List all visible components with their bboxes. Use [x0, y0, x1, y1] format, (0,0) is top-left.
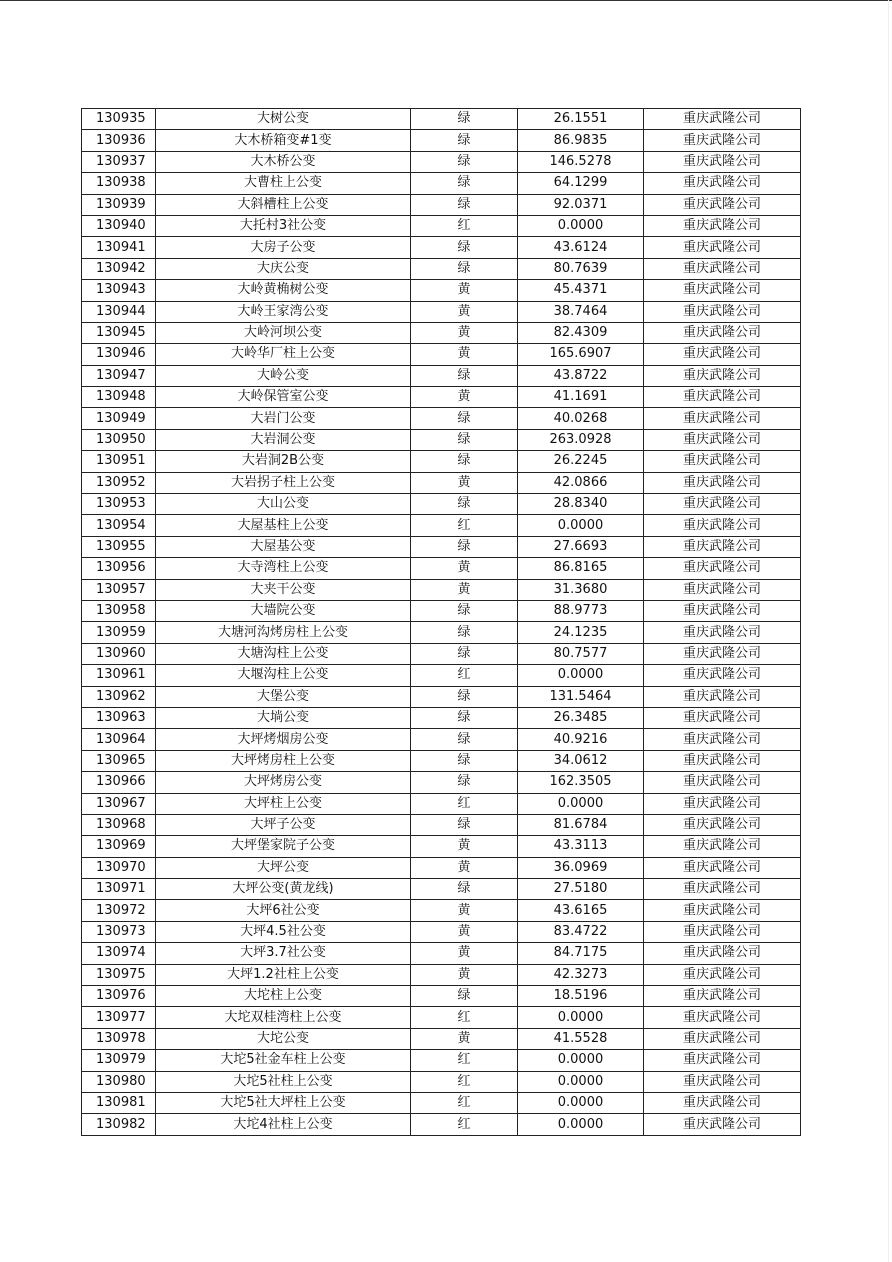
cell-status: 黄	[411, 280, 518, 301]
cell-company: 重庆武隆公司	[644, 921, 801, 942]
table-row	[82, 643, 801, 664]
table-row	[82, 1050, 801, 1071]
cell-value: 80.7577	[518, 643, 644, 664]
cell-status: 绿	[411, 536, 518, 557]
cell-name: 大坨5社大坪柱上公变	[156, 1092, 411, 1113]
cell-value: 81.6784	[518, 814, 644, 835]
cell-company: 重庆武隆公司	[644, 130, 801, 151]
cell-id: 130942	[82, 258, 156, 279]
page-right-edge	[888, 0, 889, 1262]
table-row	[82, 879, 801, 900]
cell-id: 130974	[82, 943, 156, 964]
cell-company: 重庆武隆公司	[644, 472, 801, 493]
cell-value: 28.8340	[518, 494, 644, 515]
cell-name: 大岭黄桷树公变	[156, 280, 411, 301]
cell-company: 重庆武隆公司	[644, 1028, 801, 1049]
cell-name: 大塘河沟烤房柱上公变	[156, 622, 411, 643]
cell-status: 绿	[411, 109, 518, 130]
cell-value: 86.9835	[518, 130, 644, 151]
cell-id: 130950	[82, 429, 156, 450]
cell-value: 27.6693	[518, 536, 644, 557]
cell-company: 重庆武隆公司	[644, 943, 801, 964]
cell-value: 42.0866	[518, 472, 644, 493]
cell-id: 130946	[82, 344, 156, 365]
cell-status: 绿	[411, 365, 518, 386]
cell-id: 130964	[82, 729, 156, 750]
cell-name: 大岭河坝公变	[156, 322, 411, 343]
cell-status: 黄	[411, 964, 518, 985]
cell-company: 重庆武隆公司	[644, 814, 801, 835]
table-row	[82, 451, 801, 472]
table-row	[82, 515, 801, 536]
cell-name: 大坪子公变	[156, 814, 411, 835]
cell-status: 绿	[411, 643, 518, 664]
cell-name: 大曹柱上公变	[156, 173, 411, 194]
cell-status: 绿	[411, 772, 518, 793]
cell-company: 重庆武隆公司	[644, 365, 801, 386]
table-row	[82, 943, 801, 964]
cell-name: 大坨5社柱上公变	[156, 1071, 411, 1092]
table-row	[82, 729, 801, 750]
cell-status: 黄	[411, 943, 518, 964]
cell-id: 130953	[82, 494, 156, 515]
cell-value: 31.3680	[518, 579, 644, 600]
cell-company: 重庆武隆公司	[644, 237, 801, 258]
cell-id: 130965	[82, 750, 156, 771]
table-row	[82, 130, 801, 151]
cell-name: 大塘沟柱上公变	[156, 643, 411, 664]
cell-company: 重庆武隆公司	[644, 986, 801, 1007]
cell-status: 绿	[411, 707, 518, 728]
cell-value: 26.2245	[518, 451, 644, 472]
cell-company: 重庆武隆公司	[644, 579, 801, 600]
cell-value: 43.6165	[518, 900, 644, 921]
cell-id: 130972	[82, 900, 156, 921]
cell-name: 大坪烤房公变	[156, 772, 411, 793]
cell-value: 36.0969	[518, 857, 644, 878]
cell-name: 大岩拐子柱上公变	[156, 472, 411, 493]
cell-id: 130982	[82, 1114, 156, 1135]
cell-id: 130956	[82, 558, 156, 579]
cell-status: 绿	[411, 429, 518, 450]
cell-company: 重庆武隆公司	[644, 622, 801, 643]
table-row	[82, 558, 801, 579]
table-row	[82, 301, 801, 322]
table-row	[82, 344, 801, 365]
cell-status: 绿	[411, 258, 518, 279]
cell-id: 130938	[82, 173, 156, 194]
cell-value: 92.0371	[518, 194, 644, 215]
cell-name: 大岭王家湾公变	[156, 301, 411, 322]
cell-value: 86.8165	[518, 558, 644, 579]
table-row	[82, 921, 801, 942]
cell-status: 黄	[411, 558, 518, 579]
cell-value: 0.0000	[518, 665, 644, 686]
cell-id: 130939	[82, 194, 156, 215]
table-row	[82, 215, 801, 236]
cell-value: 131.5464	[518, 686, 644, 707]
cell-company: 重庆武隆公司	[644, 686, 801, 707]
table-row	[82, 322, 801, 343]
cell-status: 绿	[411, 130, 518, 151]
cell-status: 黄	[411, 322, 518, 343]
cell-id: 130967	[82, 793, 156, 814]
cell-status: 红	[411, 665, 518, 686]
cell-name: 大岭公变	[156, 365, 411, 386]
table-row	[82, 665, 801, 686]
cell-id: 130940	[82, 215, 156, 236]
cell-company: 重庆武隆公司	[644, 301, 801, 322]
table-row	[82, 429, 801, 450]
table-row	[82, 1114, 801, 1135]
cell-status: 绿	[411, 237, 518, 258]
cell-name: 大坪堡家院子公变	[156, 836, 411, 857]
cell-id: 130963	[82, 707, 156, 728]
table-row	[82, 750, 801, 771]
cell-name: 大坪公变(黄龙线)	[156, 879, 411, 900]
cell-value: 45.4371	[518, 280, 644, 301]
cell-id: 130975	[82, 964, 156, 985]
cell-name: 大坪1.2社柱上公变	[156, 964, 411, 985]
cell-status: 绿	[411, 194, 518, 215]
cell-value: 0.0000	[518, 1114, 644, 1135]
table-row	[82, 1071, 801, 1092]
cell-company: 重庆武隆公司	[644, 194, 801, 215]
cell-company: 重庆武隆公司	[644, 879, 801, 900]
cell-company: 重庆武隆公司	[644, 1050, 801, 1071]
table-row	[82, 772, 801, 793]
cell-company: 重庆武隆公司	[644, 173, 801, 194]
cell-company: 重庆武隆公司	[644, 429, 801, 450]
cell-name: 大斜槽柱上公变	[156, 194, 411, 215]
cell-status: 绿	[411, 729, 518, 750]
cell-value: 263.0928	[518, 429, 644, 450]
cell-status: 红	[411, 215, 518, 236]
cell-status: 绿	[411, 879, 518, 900]
cell-id: 130971	[82, 879, 156, 900]
cell-name: 大堡公变	[156, 686, 411, 707]
cell-name: 大堰沟柱上公变	[156, 665, 411, 686]
cell-id: 130954	[82, 515, 156, 536]
cell-status: 绿	[411, 686, 518, 707]
cell-company: 重庆武隆公司	[644, 494, 801, 515]
cell-id: 130977	[82, 1007, 156, 1028]
cell-name: 大坨柱上公变	[156, 986, 411, 1007]
table-row	[82, 1028, 801, 1049]
cell-company: 重庆武隆公司	[644, 750, 801, 771]
cell-name: 大坪烤烟房公变	[156, 729, 411, 750]
table-row	[82, 814, 801, 835]
cell-id: 130955	[82, 536, 156, 557]
cell-status: 黄	[411, 472, 518, 493]
cell-company: 重庆武隆公司	[644, 322, 801, 343]
cell-name: 大岩洞2B公变	[156, 451, 411, 472]
cell-value: 26.3485	[518, 707, 644, 728]
table-row	[82, 836, 801, 857]
cell-company: 重庆武隆公司	[644, 643, 801, 664]
table-row	[82, 536, 801, 557]
table-row	[82, 686, 801, 707]
cell-id: 130949	[82, 408, 156, 429]
cell-value: 0.0000	[518, 215, 644, 236]
page-top-rule	[0, 0, 892, 1]
cell-id: 130981	[82, 1092, 156, 1113]
table-row	[82, 622, 801, 643]
cell-value: 42.3273	[518, 964, 644, 985]
cell-name: 大坨公变	[156, 1028, 411, 1049]
cell-company: 重庆武隆公司	[644, 109, 801, 130]
cell-status: 绿	[411, 600, 518, 621]
cell-id: 130937	[82, 151, 156, 172]
cell-name: 大屋基公变	[156, 536, 411, 557]
cell-value: 43.3113	[518, 836, 644, 857]
table-row	[82, 600, 801, 621]
cell-name: 大坪6社公变	[156, 900, 411, 921]
cell-status: 绿	[411, 494, 518, 515]
cell-name: 大树公变	[156, 109, 411, 130]
table-row	[82, 194, 801, 215]
cell-id: 130951	[82, 451, 156, 472]
cell-name: 大寺湾柱上公变	[156, 558, 411, 579]
cell-status: 绿	[411, 814, 518, 835]
cell-value: 88.9773	[518, 600, 644, 621]
cell-name: 大木桥箱变#1变	[156, 130, 411, 151]
table-row	[82, 280, 801, 301]
table-row	[82, 258, 801, 279]
cell-value: 0.0000	[518, 1092, 644, 1113]
table-row	[82, 964, 801, 985]
cell-status: 绿	[411, 750, 518, 771]
cell-status: 黄	[411, 344, 518, 365]
cell-company: 重庆武隆公司	[644, 1071, 801, 1092]
cell-id: 130969	[82, 836, 156, 857]
cell-status: 绿	[411, 151, 518, 172]
cell-name: 大夹干公变	[156, 579, 411, 600]
cell-company: 重庆武隆公司	[644, 665, 801, 686]
cell-id: 130968	[82, 814, 156, 835]
cell-value: 64.1299	[518, 173, 644, 194]
cell-name: 大坨4社柱上公变	[156, 1114, 411, 1135]
cell-id: 130952	[82, 472, 156, 493]
cell-id: 130959	[82, 622, 156, 643]
cell-status: 黄	[411, 301, 518, 322]
cell-status: 绿	[411, 451, 518, 472]
cell-company: 重庆武隆公司	[644, 836, 801, 857]
cell-company: 重庆武隆公司	[644, 215, 801, 236]
cell-value: 0.0000	[518, 793, 644, 814]
cell-status: 绿	[411, 408, 518, 429]
cell-company: 重庆武隆公司	[644, 857, 801, 878]
table-row	[82, 365, 801, 386]
cell-company: 重庆武隆公司	[644, 1114, 801, 1135]
table-row	[82, 387, 801, 408]
cell-status: 绿	[411, 986, 518, 1007]
cell-value: 18.5196	[518, 986, 644, 1007]
cell-company: 重庆武隆公司	[644, 451, 801, 472]
cell-name: 大坨双桂湾柱上公变	[156, 1007, 411, 1028]
table-row	[82, 408, 801, 429]
cell-id: 130970	[82, 857, 156, 878]
cell-id: 130941	[82, 237, 156, 258]
cell-status: 红	[411, 1007, 518, 1028]
cell-id: 130945	[82, 322, 156, 343]
cell-value: 41.1691	[518, 387, 644, 408]
cell-name: 大坪柱上公变	[156, 793, 411, 814]
cell-company: 重庆武隆公司	[644, 344, 801, 365]
cell-name: 大房子公变	[156, 237, 411, 258]
cell-id: 130960	[82, 643, 156, 664]
cell-company: 重庆武隆公司	[644, 1007, 801, 1028]
cell-company: 重庆武隆公司	[644, 280, 801, 301]
cell-company: 重庆武隆公司	[644, 772, 801, 793]
cell-name: 大庆公变	[156, 258, 411, 279]
cell-name: 大坨5社金车柱上公变	[156, 1050, 411, 1071]
cell-name: 大木桥公变	[156, 151, 411, 172]
transformer-table	[81, 108, 801, 1136]
cell-company: 重庆武隆公司	[644, 258, 801, 279]
cell-value: 0.0000	[518, 515, 644, 536]
cell-name: 大墙院公变	[156, 600, 411, 621]
cell-id: 130944	[82, 301, 156, 322]
cell-status: 黄	[411, 921, 518, 942]
table-row	[82, 1092, 801, 1113]
cell-value: 43.8722	[518, 365, 644, 386]
cell-id: 130979	[82, 1050, 156, 1071]
cell-value: 26.1551	[518, 109, 644, 130]
cell-value: 41.5528	[518, 1028, 644, 1049]
table-row	[82, 986, 801, 1007]
cell-name: 大坪公变	[156, 857, 411, 878]
table-row	[82, 707, 801, 728]
cell-value: 0.0000	[518, 1007, 644, 1028]
cell-status: 红	[411, 1092, 518, 1113]
cell-company: 重庆武隆公司	[644, 1092, 801, 1113]
cell-id: 130973	[82, 921, 156, 942]
cell-status: 红	[411, 1114, 518, 1135]
table-row	[82, 1007, 801, 1028]
cell-status: 绿	[411, 173, 518, 194]
table-row	[82, 173, 801, 194]
cell-status: 红	[411, 793, 518, 814]
cell-name: 大坪3.7社公变	[156, 943, 411, 964]
table-row	[82, 900, 801, 921]
cell-company: 重庆武隆公司	[644, 729, 801, 750]
cell-id: 130976	[82, 986, 156, 1007]
table-row	[82, 793, 801, 814]
cell-name: 大岩门公变	[156, 408, 411, 429]
cell-value: 27.5180	[518, 879, 644, 900]
cell-id: 130957	[82, 579, 156, 600]
cell-value: 80.7639	[518, 258, 644, 279]
cell-id: 130936	[82, 130, 156, 151]
cell-id: 130947	[82, 365, 156, 386]
cell-id: 130966	[82, 772, 156, 793]
cell-name: 大岭保管室公变	[156, 387, 411, 408]
table-row	[82, 237, 801, 258]
cell-value: 0.0000	[518, 1050, 644, 1071]
table-row	[82, 857, 801, 878]
cell-name: 大岭华厂柱上公变	[156, 344, 411, 365]
cell-value: 146.5278	[518, 151, 644, 172]
cell-id: 130935	[82, 109, 156, 130]
cell-value: 82.4309	[518, 322, 644, 343]
table-body	[82, 109, 801, 1136]
cell-company: 重庆武隆公司	[644, 151, 801, 172]
cell-value: 162.3505	[518, 772, 644, 793]
cell-name: 大坪烤房柱上公变	[156, 750, 411, 771]
cell-name: 大岩洞公变	[156, 429, 411, 450]
cell-value: 24.1235	[518, 622, 644, 643]
cell-name: 大坪4.5社公变	[156, 921, 411, 942]
cell-status: 黄	[411, 1028, 518, 1049]
cell-status: 黄	[411, 579, 518, 600]
cell-value: 84.7175	[518, 943, 644, 964]
cell-name: 大山公变	[156, 494, 411, 515]
cell-company: 重庆武隆公司	[644, 900, 801, 921]
table-row	[82, 579, 801, 600]
cell-status: 黄	[411, 857, 518, 878]
cell-company: 重庆武隆公司	[644, 964, 801, 985]
cell-status: 红	[411, 515, 518, 536]
cell-name: 大托村3社公变	[156, 215, 411, 236]
cell-id: 130943	[82, 280, 156, 301]
cell-name: 大埫公变	[156, 707, 411, 728]
cell-id: 130958	[82, 600, 156, 621]
cell-name: 大屋基柱上公变	[156, 515, 411, 536]
table-row	[82, 151, 801, 172]
table-row	[82, 109, 801, 130]
cell-id: 130978	[82, 1028, 156, 1049]
cell-status: 红	[411, 1071, 518, 1092]
cell-value: 43.6124	[518, 237, 644, 258]
cell-value: 40.9216	[518, 729, 644, 750]
cell-company: 重庆武隆公司	[644, 600, 801, 621]
cell-id: 130948	[82, 387, 156, 408]
cell-value: 165.6907	[518, 344, 644, 365]
cell-company: 重庆武隆公司	[644, 536, 801, 557]
cell-company: 重庆武隆公司	[644, 408, 801, 429]
cell-id: 130961	[82, 665, 156, 686]
table-row	[82, 472, 801, 493]
cell-value: 34.0612	[518, 750, 644, 771]
table-row	[82, 494, 801, 515]
cell-status: 黄	[411, 900, 518, 921]
cell-status: 黄	[411, 387, 518, 408]
cell-company: 重庆武隆公司	[644, 558, 801, 579]
cell-value: 40.0268	[518, 408, 644, 429]
cell-id: 130962	[82, 686, 156, 707]
cell-status: 绿	[411, 622, 518, 643]
cell-company: 重庆武隆公司	[644, 387, 801, 408]
cell-value: 38.7464	[518, 301, 644, 322]
cell-status: 黄	[411, 836, 518, 857]
cell-value: 83.4722	[518, 921, 644, 942]
cell-company: 重庆武隆公司	[644, 515, 801, 536]
cell-company: 重庆武隆公司	[644, 793, 801, 814]
cell-company: 重庆武隆公司	[644, 707, 801, 728]
cell-value: 0.0000	[518, 1071, 644, 1092]
cell-status: 红	[411, 1050, 518, 1071]
cell-id: 130980	[82, 1071, 156, 1092]
